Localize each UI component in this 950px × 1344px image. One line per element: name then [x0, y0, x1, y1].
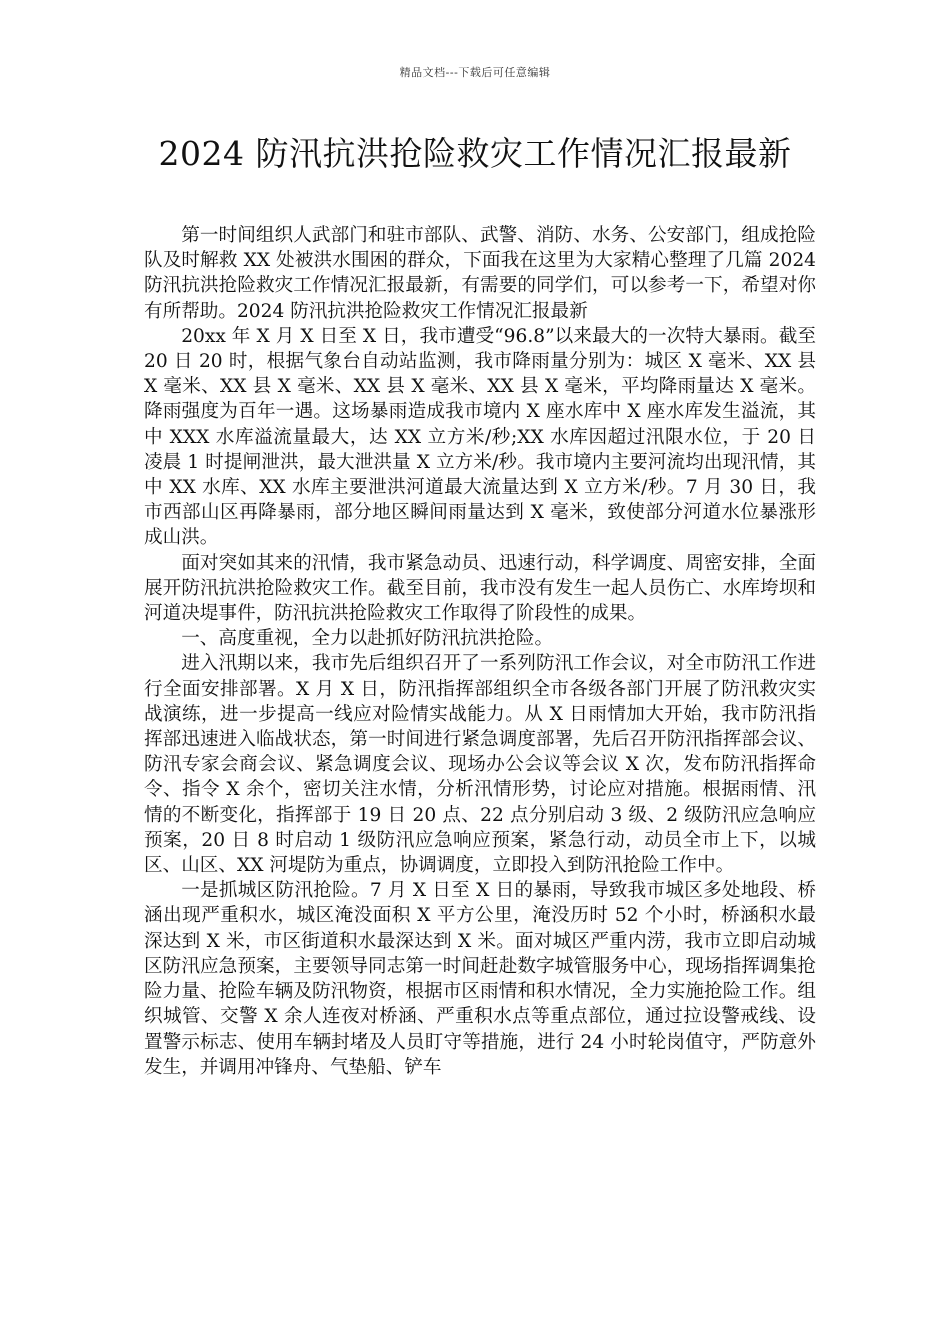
- paragraph: 进入汛期以来，我市先后组织召开了一系列防汛工作会议，对全市防汛工作进行全面安排部署。X 月 X 日，防汛指挥部组织全市各级各部门开展了防汛救灾实战演练，进一步提高一线应对险情实战能力。从 X 日雨情加大开始，我市防汛指挥部迅速进入临战状态，第一时间进行紧急调度部署，先后召开防汛指挥部会议、防汛专家会商会议、紧急调度会议、现场办公会议等会议 X 次，发布防汛指挥命令、指令 X 余个，密切关注水情，分析汛情形势，讨论应对措施。根据雨情、汛情的不断变化，指挥部于 19 日 20 点、22 点分别启动 3 级、2 级防汛应急响应预案，20 日 8 时启动 1 级防汛应急响应预案，紧急行动，动员全市上下，以城区、山区、XX 河堤防为重点，协调调度，立即投入到防汛抢险工作中。: [144, 653, 816, 877]
- paragraph: 一是抓城区防汛抢险。7 月 X 日至 X 日的暴雨，导致我市城区多处地段、桥涵出现严重积水，城区淹没面积 X 平方公里，淹没历时 52 个小时，桥涵积水最深达到 X 米，市区街道积水最深达到 X 米。面对城区严重内涝，我市立即启动城区防汛应急预案，主要领导同志第一时间赶赴数字城管服务中心，现场指挥调集抢险力量、抢险车辆及防汛物资，根据市区雨情和积水情况，全力实施抢险工作。组织城管、交警 X 余人连夜对桥涵、严重积水点等重点部位，通过拉设警戒线、设置警示标志、使用车辆封堵及人员盯守等措施，进行 24 小时轮岗值守，严防意外发生，并调用冲锋舟、气垫船、铲车: [144, 880, 816, 1078]
- document-title: 2024 防汛抗洪抢险救灾工作情况汇报最新: [158, 134, 792, 173]
- paragraph: 面对突如其来的汛情，我市紧急动员、迅速行动，科学调度、周密安排，全面展开防汛抗洪抢险救灾工作。截至目前，我市没有发生一起人员伤亡、水库垮坝和河道决堤事件，防汛抗洪抢险救灾工作取得了阶段性的成果。: [144, 552, 816, 625]
- paragraph: 20xx 年 X 月 X 日至 X 日，我市遭受“96.8”以来最大的一次特大暴雨。截至 20 日 20 时，根据气象台自动站监测，我市降雨量分别为：城区 X 毫米、XX 县 X 毫米、XX 县 X 毫米、XX 县 X 毫米、XX 县 X 毫米，平均降雨量达 X 毫米。降雨强度为百年一遇。这场暴雨造成我市境内 X 座水库中 X 座水库发生溢流，其中 XXX 水库溢流量最大，达 XX 立方米/秒;XX 水库因超过汛限水位，于 20 日凌晨 1 时提闸泄洪，最大泄洪量 X 立方米/秒。我市境内主要河流均出现汛情，其中 XX 水库、XX 水库主要泄洪河道最大流量达到 X 立方米/秒。7 月 30 日，我市西部山区再降暴雨，部分地区瞬间雨量达到 X 毫米，致使部分河道水位暴涨形成山洪。: [144, 325, 816, 549]
- header-note: 精品文档---下载后可任意编辑: [399, 66, 551, 79]
- paragraph: 第一时间组织人武部门和驻市部队、武警、消防、水务、公安部门，组成抢险队及时解救 XX 处被洪水围困的群众，下面我在这里为大家精心整理了几篇 2024 防汛抗洪抢险救灾工作情况汇报最新，有需要的同学们，可以参考一下，希望对你有所帮助。2024 防汛抗洪抢险救灾工作情况汇报最新: [144, 225, 816, 322]
- document-body: [144, 223, 816, 1080]
- section-heading: 一、高度重视，全力以赴抓好防汛抗洪抢险。: [181, 628, 554, 650]
